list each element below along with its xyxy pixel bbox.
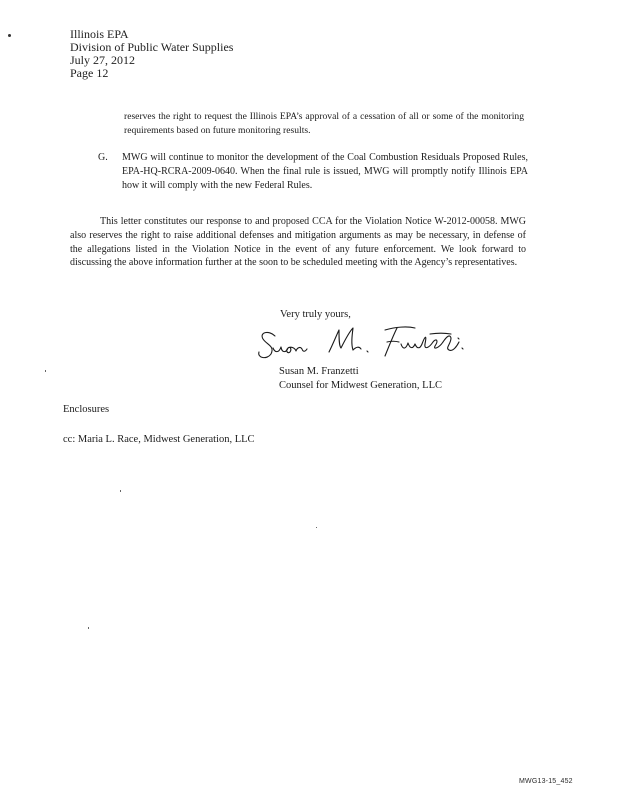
scan-speck	[8, 34, 11, 37]
header-date: July 27, 2012	[70, 53, 136, 67]
handwritten-signature	[255, 322, 470, 362]
scan-speck	[316, 527, 317, 528]
enclosures-label: Enclosures	[63, 404, 110, 415]
scan-speck	[88, 627, 89, 629]
list-item-g	[98, 151, 528, 192]
signer-title: Counsel for Midwest Generation, LLC	[279, 379, 443, 391]
scan-speck	[120, 490, 121, 492]
salutation: Very truly yours,	[280, 309, 351, 320]
list-item-letter: G.	[98, 152, 108, 163]
list-item-text: MWG will continue to monitor the development of the Coal Combustion Residuals Proposed Rules, EPA-HQ-RCRA-2009-0640. When the final rule is issued, MWG will promptly notify Illinois EPA how it will comply with the new Federal Rules.	[122, 152, 528, 191]
continued-paragraph: reserves the right to request the Illinois EPA’s approval of a cessation of all or some of the monitoring requirements based on future monitoring results.	[124, 111, 524, 136]
header-division: Division of Public Water Supplies	[70, 40, 234, 54]
bates-number: MWG13-15_452	[519, 778, 573, 785]
header-page-number: Page 12	[70, 66, 109, 80]
scan-speck	[45, 370, 46, 372]
letter-header	[70, 28, 233, 80]
header-recipient: Illinois EPA	[70, 27, 129, 41]
signer-block	[279, 365, 442, 392]
cc-line: cc: Maria L. Race, Midwest Generation, LLC	[63, 434, 255, 445]
closing-paragraph: This letter constitutes our response to and proposed CCA for the Violation Notice W-2012-00058. MWG also reserves the right to raise additional defenses and mitigation arguments as may be necessary, in defense of the allegations listed in the Violation Notice in the event of any future enforcement. We look forward to discussing the above information further at the soon to be scheduled meeting with the Agency’s representatives.	[70, 216, 526, 269]
signer-name: Susan M. Franzetti	[279, 366, 359, 377]
